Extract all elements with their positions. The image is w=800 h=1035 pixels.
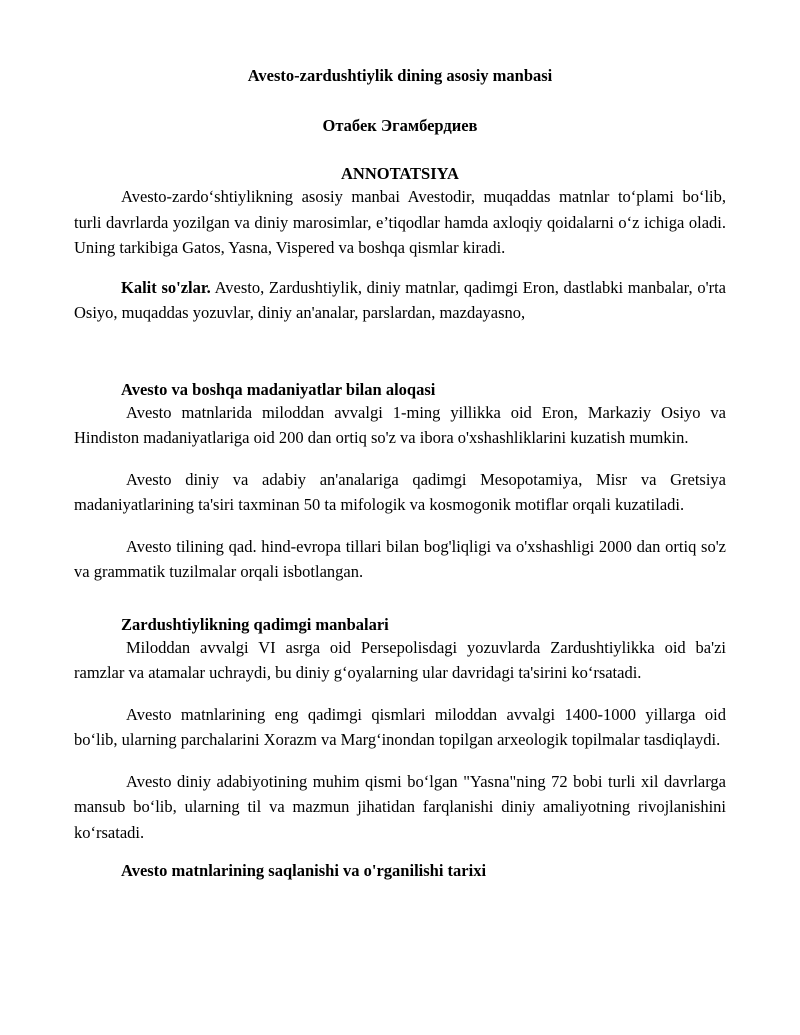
annotation-paragraph: Avesto-zardoʻshtiylikning asosiy manbai Avestodir, muqaddas matnlar toʻplami boʻlib, turli davrlarda yozilgan va diniy marosimlar, e’tiqodlar hamda axloqiy qoidalarni oʻz ichiga oladi. Uning tarkibiga Gatos, Yasna, Vispered va boshqa qismlar kiradi. — [74, 187, 726, 257]
section-paragraph: Avesto tilining qad. hind-evropa tillari bilan bog'liqligi va o'xshashligi 2000 dan ortiq so'z va grammatik tuzilmalar orqali isbotlangan. — [74, 536, 726, 581]
section-paragraph: Miloddan avvalgi VI asrga oid Persepolisdagi yozuvlarda Zardushtiylikka oid ba'zi ramzlar va atamalar uchraydi, bu diniy gʻoyalarning ular davridagi ta'sirini koʻrsatadi. — [74, 637, 726, 682]
section-paragraph: Avesto diniy adabiyotining muhim qismi boʻlgan "Yasna"ning 72 bobi turli xil davrlarga mansub boʻlib, ularning til va mazmun jihatidan farqlanishi diniy amaliyotning rivojlanishini koʻrsatadi. — [74, 771, 726, 842]
annotation-heading: ANNOTATSIYA — [341, 164, 459, 183]
document-title: Avesto-zardushtiylik dining asosiy manbasi — [247, 66, 553, 85]
keywords-paragraph — [74, 275, 726, 326]
section-paragraph: Avesto matnlarida miloddan avvalgi 1-ming yillikka oid Eron, Markaziy Osiyo va Hindiston madaniyatlariga oid 200 dan ortiq so'z va ibora o'xshashliklarini kuzatish mumkin. — [74, 402, 726, 447]
section-paragraph: Avesto diniy va adabiy an'analariga qadimgi Mesopotamiya, Misr va Gretsiya madaniyatlarining ta'siri taxminan 50 ta mifologik va kosmogonik motiflar orqali kuzatiladi. — [74, 469, 726, 514]
author-name: Отабек Эгамбердиев — [322, 116, 478, 135]
document-page — [74, 66, 726, 881]
keywords-text: Avesto, Zardushtiylik, diniy matnlar, qadimgi Eron, dastlabki manbalar, o'rta Osiyo, muqaddas yozuvlar, diniy an'analar, parslardan, mazdayasno, — [74, 277, 726, 322]
section-heading-history: Avesto matnlarining saqlanishi va o'rganilishi tarixi — [121, 861, 487, 880]
section-paragraph: Avesto matnlarining eng qadimgi qismlari miloddan avvalgi 1400-1000 yillarga oid boʻlib, ularning parchalarini Xorazm va Margʻinondan topilgan arxeologik topilmalar tasdiqlaydi. — [74, 704, 726, 749]
section-heading-sources: Zardushtiylikning qadimgi manbalari — [121, 614, 389, 634]
keywords-label: Kalit so'zlar. — [121, 277, 211, 297]
section-heading-culture: Avesto va boshqa madaniyatlar bilan aloqasi — [121, 379, 436, 399]
